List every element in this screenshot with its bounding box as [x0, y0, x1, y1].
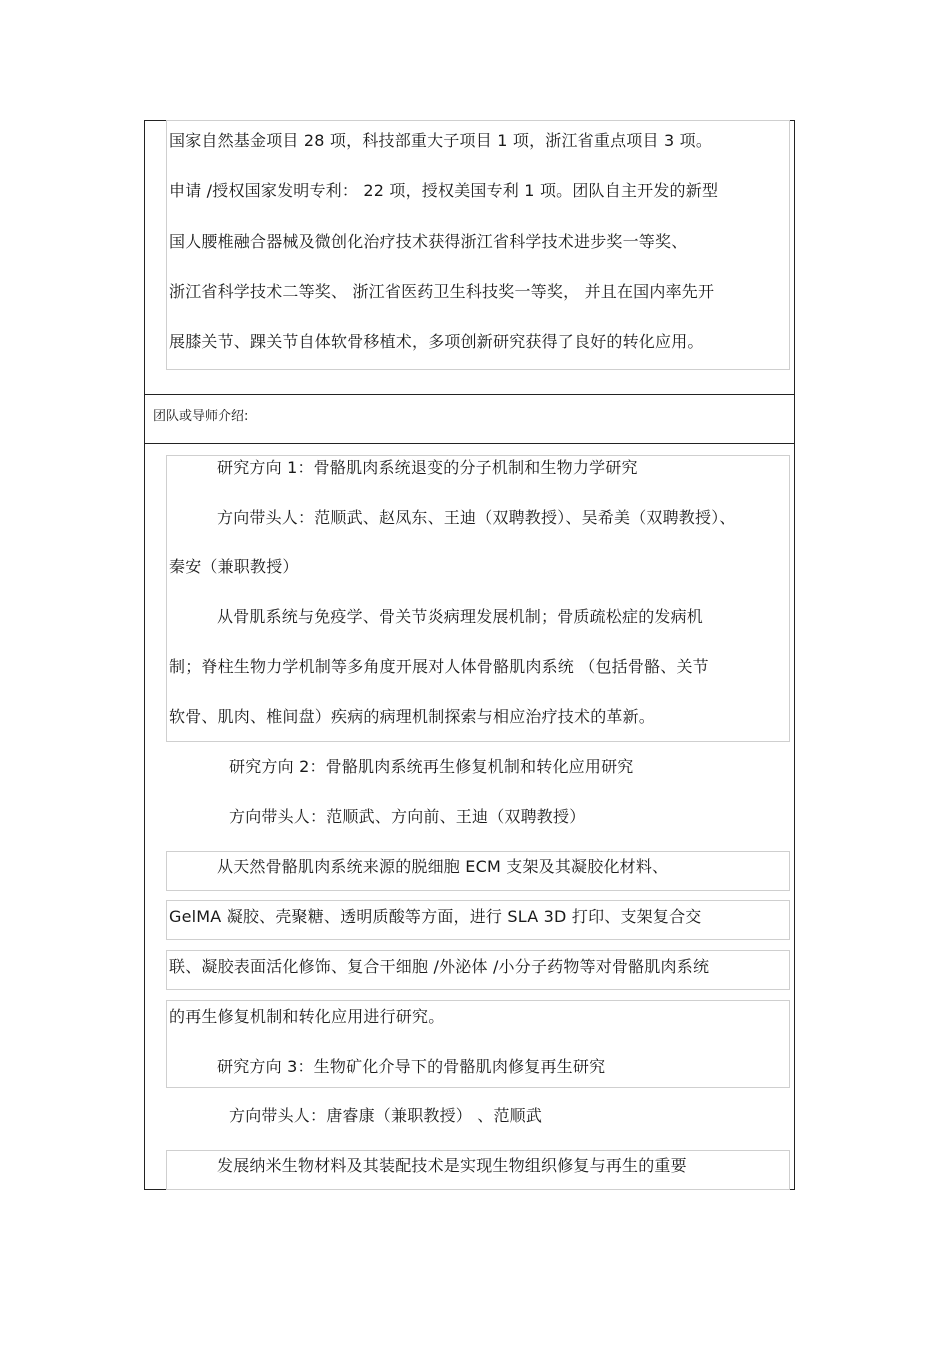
paragraph-line: 浙江省科学技术二等奖、 浙江省医药卫生科技奖一等奖， 并且在国内率先开 [169, 282, 715, 301]
paragraph-line: 展膝关节、踝关节自体软骨移植术，多项创新研究获得了良好的转化应用。 [169, 332, 704, 351]
section-label: 团队或导师介绍: [153, 409, 249, 424]
direction-1-leaders-cont: 秦安（兼职教授） [169, 557, 299, 576]
direction-1-title: 研究方向 1：骨骼肌肉系统退变的分子机制和生物力学研究 [217, 458, 638, 477]
direction-3-title: 研究方向 3：生物矿化介导下的骨骼肌肉修复再生研究 [217, 1057, 606, 1076]
paragraph-line: 国人腰椎融合器械及微创化治疗技术获得浙江省科学技术进步奖一等奖、 [169, 232, 688, 251]
direction-2-desc: 联、凝胶表面活化修饰、复合干细胞 /外泌体 /小分子药物等对骨骼肌肉系统 [169, 957, 710, 976]
text-box [166, 455, 790, 742]
direction-2-leaders: 方向带头人：范顺武、方向前、王迪（双聘教授） [229, 807, 586, 826]
direction-2-title: 研究方向 2：骨骼肌肉系统再生修复机制和转化应用研究 [229, 757, 634, 776]
direction-3-leaders: 方向带头人：唐睿康（兼职教授） 、范顺武 [229, 1106, 543, 1125]
direction-3-desc: 发展纳米生物材料及其装配技术是实现生物组织修复与再生的重要 [217, 1156, 687, 1175]
table-divider [144, 394, 795, 395]
direction-1-desc: 从骨肌系统与免疫学、骨关节炎病理发展机制；骨质疏松症的发病机 [217, 607, 704, 626]
paragraph-line: 申请 /授权国家发明专利： 22 项，授权美国专利 1 项。团队自主开发的新型 [169, 181, 719, 200]
direction-2-desc: GelMA 凝胶、壳聚糖、透明质酸等方面，进行 SLA 3D 打印、支架复合交 [169, 907, 702, 926]
paragraph-line: 国家自然基金项目 28 项，科技部重大子项目 1 项，浙江省重点项目 3 项。 [169, 131, 713, 150]
direction-1-desc: 制；脊柱生物力学机制等多角度开展对人体骨骼肌肉系统 （包括骨骼、关节 [169, 657, 709, 676]
table-divider [144, 443, 795, 444]
direction-2-desc: 从天然骨骼肌肉系统来源的脱细胞 ECM 支架及其凝胶化材料、 [217, 857, 669, 876]
direction-2-desc: 的再生修复机制和转化应用进行研究。 [169, 1007, 445, 1026]
direction-1-leaders: 方向带头人：范顺武、赵凤东、王迪（双聘教授）、吴希美（双聘教授）、 [217, 508, 736, 527]
direction-1-desc: 软骨、肌肉、椎间盘）疾病的病理机制探索与相应治疗技术的革新。 [169, 707, 656, 726]
